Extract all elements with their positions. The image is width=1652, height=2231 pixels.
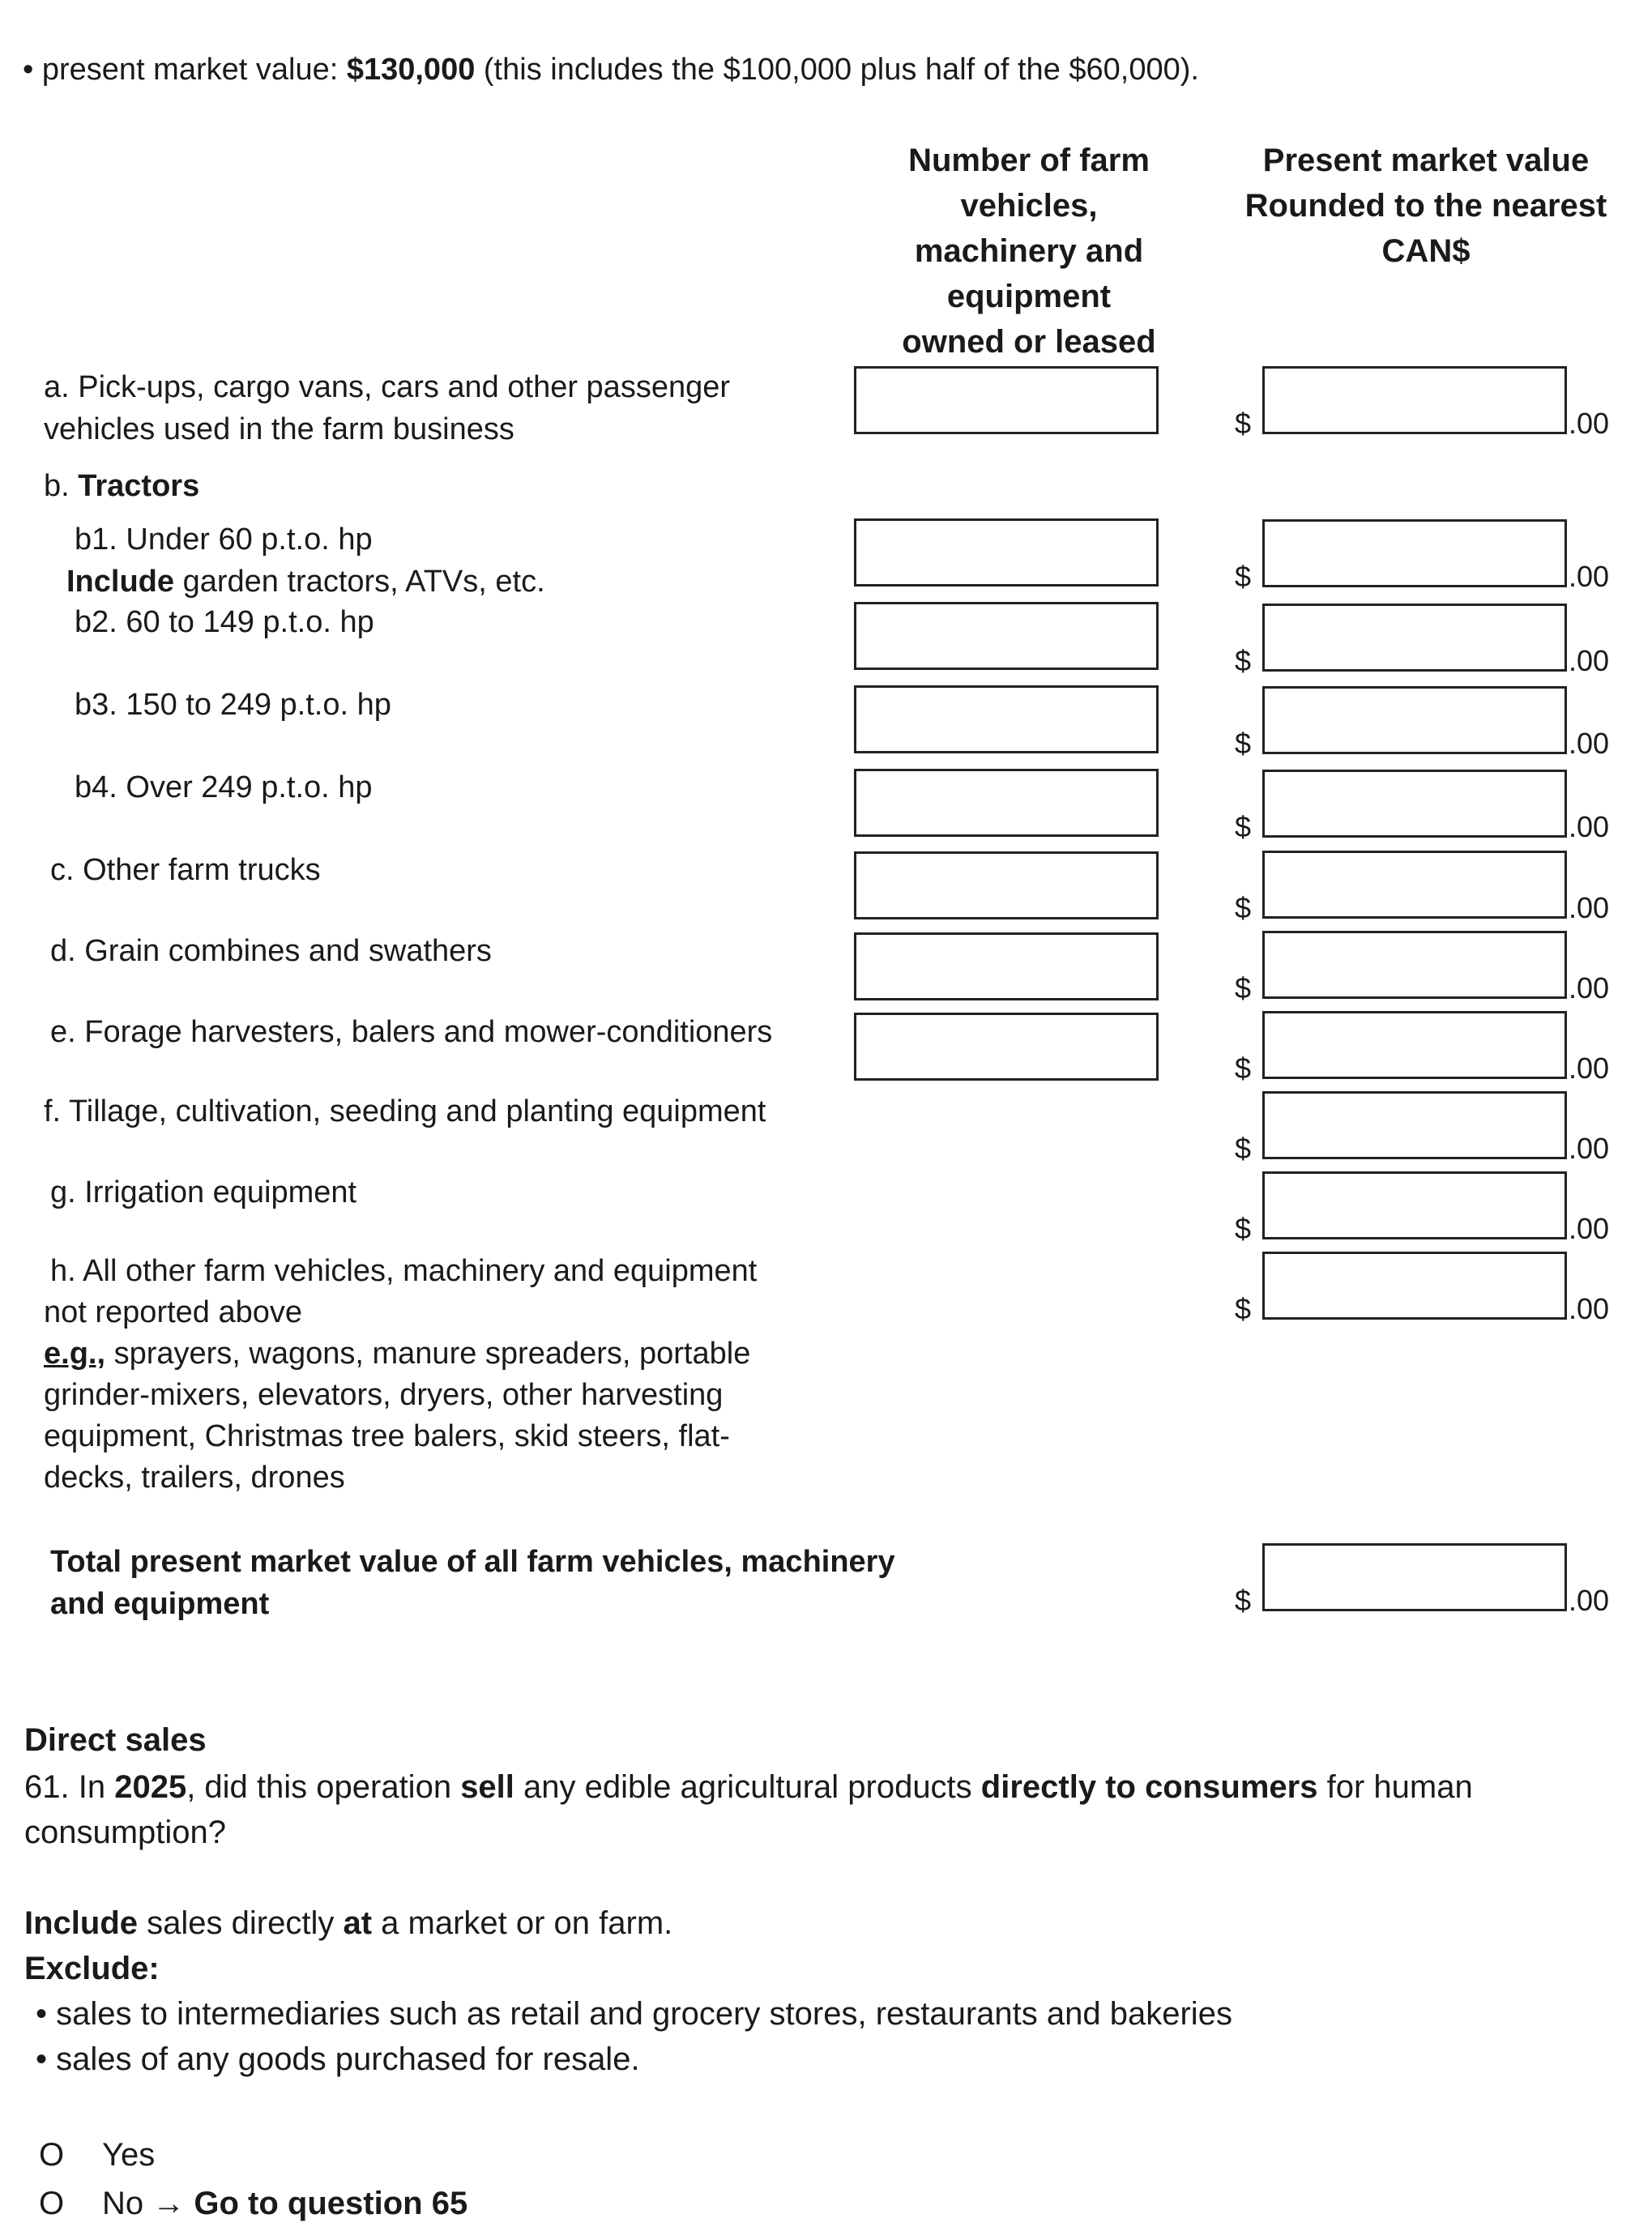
currency-symbol: $: [1235, 1584, 1252, 1617]
value-field-b4[interactable]: [1262, 770, 1567, 838]
currency-symbol: $: [1235, 644, 1252, 677]
item-e-label: e. Forage harvesters, balers and mower-conditioners: [50, 1015, 773, 1049]
cents-suffix: .00: [1569, 891, 1610, 924]
item-g-label: g. Irrigation equipment: [50, 1175, 357, 1209]
value-field-g[interactable]: [1262, 1171, 1567, 1239]
count-field-c[interactable]: [854, 851, 1159, 919]
value-field-b2[interactable]: [1262, 604, 1567, 672]
currency-symbol: $: [1235, 1212, 1252, 1245]
radio-circle-icon[interactable]: O: [39, 2186, 65, 2221]
currency-symbol: $: [1235, 560, 1252, 593]
currency-symbol: $: [1235, 1052, 1252, 1085]
option-no[interactable]: O No → Go to question 65: [39, 2181, 467, 2226]
cents-suffix: .00: [1569, 1132, 1610, 1165]
list-item: • sales to intermediaries such as retail and grocery stores, restaurants and bakeries: [36, 1996, 1232, 2032]
radio-circle-icon[interactable]: O: [39, 2137, 65, 2173]
count-column-header: Number of farm vehicles, machinery and equipment owned or leased: [902, 143, 1156, 360]
cents-suffix: .00: [1569, 560, 1610, 593]
value-field-f[interactable]: [1262, 1091, 1567, 1159]
value-field-h[interactable]: [1262, 1252, 1567, 1320]
item-b1-include-note: Include garden tractors, ATVs, etc.: [66, 565, 545, 599]
value-field-b3[interactable]: [1262, 686, 1567, 754]
cents-suffix: .00: [1569, 407, 1610, 440]
value-column-header: Present market value Rounded to the nearest CAN$: [1244, 143, 1607, 269]
goto-instruction: Go to question 65: [194, 2186, 468, 2221]
count-field-b3[interactable]: [854, 685, 1159, 753]
cents-suffix: .00: [1569, 1292, 1610, 1325]
exclude-heading: Exclude:: [24, 1951, 160, 1986]
item-b3-label: b3. 150 to 249 p.t.o. hp: [75, 688, 391, 722]
cents-suffix: .00: [1569, 1212, 1610, 1245]
value-field-total[interactable]: [1262, 1543, 1567, 1611]
total-label: Total present market value of all farm vehicles, machinery and equipment: [50, 1545, 895, 1621]
currency-symbol: $: [1235, 810, 1252, 843]
item-a-label: a. Pick-ups, cargo vans, cars and other passenger vehicles used in the farm business: [44, 370, 731, 446]
count-field-d[interactable]: [854, 932, 1159, 1000]
intro-line: • present market value: $130,000 (this includes the $100,000 plus half of the $60,000).: [23, 53, 1199, 87]
currency-symbol: $: [1235, 971, 1252, 1005]
cents-suffix: .00: [1569, 810, 1610, 843]
item-f-label: f. Tillage, cultivation, seeding and planting equipment: [44, 1094, 766, 1128]
count-field-b2[interactable]: [854, 602, 1159, 670]
currency-symbol: $: [1235, 1292, 1252, 1325]
bullet: •: [23, 53, 34, 87]
question-61: 61. In 2025, did this operation sell any edible agricultural products directly to consumers for human consumption?: [24, 1769, 1473, 1850]
item-d-label: d. Grain combines and swathers: [50, 934, 492, 968]
value-field-a[interactable]: [1262, 366, 1567, 434]
cents-suffix: .00: [1569, 727, 1610, 760]
value-field-c[interactable]: [1262, 851, 1567, 919]
count-field-b4[interactable]: [854, 769, 1159, 837]
cents-suffix: .00: [1569, 644, 1610, 677]
count-field-a[interactable]: [854, 366, 1159, 434]
cents-suffix: .00: [1569, 1584, 1610, 1617]
cents-suffix: .00: [1569, 971, 1610, 1005]
item-b4-label: b4. Over 249 p.t.o. hp: [75, 770, 373, 804]
count-field-e[interactable]: [854, 1013, 1159, 1081]
value-field-e[interactable]: [1262, 1011, 1567, 1079]
list-item: • sales of any goods purchased for resale.: [36, 2041, 640, 2077]
item-c-label: c. Other farm trucks: [50, 853, 321, 887]
item-b2-label: b2. 60 to 149 p.t.o. hp: [75, 605, 374, 639]
currency-symbol: $: [1235, 891, 1252, 924]
direct-sales-heading: Direct sales: [24, 1722, 207, 1758]
item-h-label: h. All other farm vehicles, machinery and equipment not reported above e.g., sprayers, wagons, manure spreaders, portable grinder-mixers, elevators, dryers, other harvesting equipment, Christmas tree balers, skid steers, flat- decks, trailers, drones: [44, 1254, 758, 1495]
include-note: Include sales directly at a market or on farm.: [24, 1905, 673, 1941]
currency-symbol: $: [1235, 1132, 1252, 1165]
exclude-list: [36, 1991, 1232, 2082]
option-yes[interactable]: O Yes: [39, 2132, 155, 2178]
currency-symbol: $: [1235, 407, 1252, 440]
value-field-b1[interactable]: [1262, 519, 1567, 587]
item-b-label: b. Tractors: [44, 469, 200, 503]
item-b1-label: b1. Under 60 p.t.o. hp: [75, 523, 373, 557]
count-field-b1[interactable]: [854, 518, 1159, 587]
value-field-d[interactable]: [1262, 931, 1567, 999]
currency-symbol: $: [1235, 727, 1252, 760]
arrow-right-icon: →: [152, 2186, 186, 2221]
cents-suffix: .00: [1569, 1052, 1610, 1085]
